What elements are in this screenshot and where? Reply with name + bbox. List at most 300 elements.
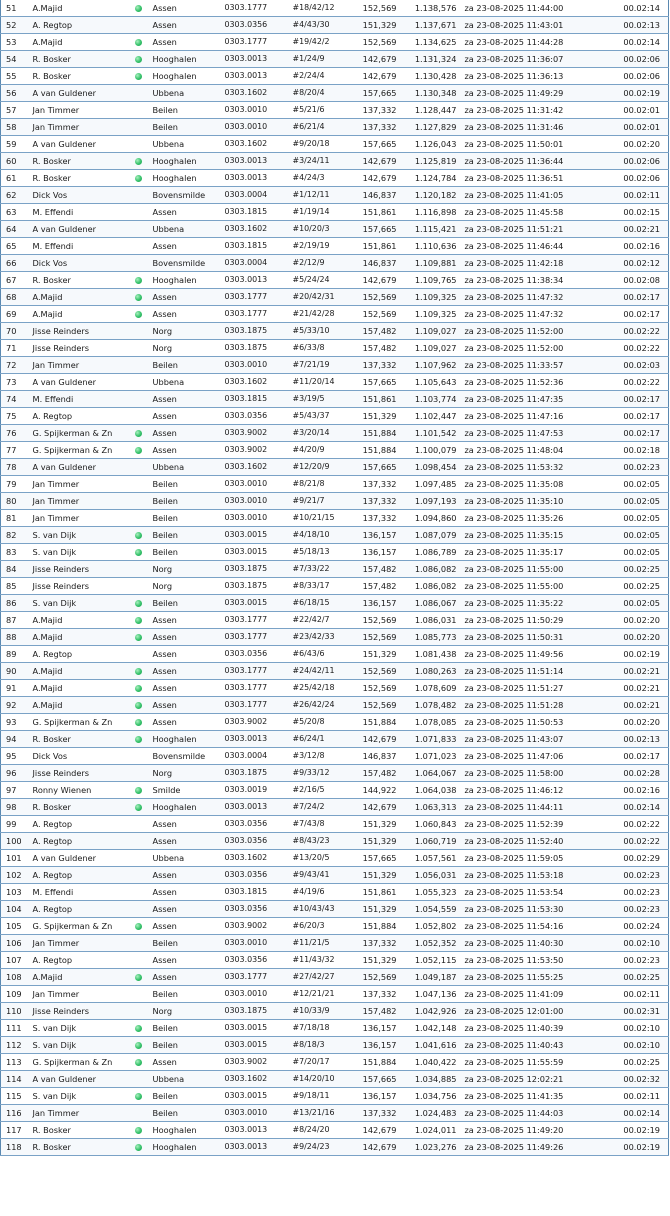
city-cell: Bovensmilde — [151, 187, 223, 204]
duration-cell: 00.02:05 — [609, 510, 669, 527]
name-cell[interactable]: G. Spijkerman & Zn — [31, 714, 127, 731]
status-cell — [127, 289, 151, 306]
status-dot-icon — [135, 804, 142, 811]
table-row[interactable] — [1, 153, 669, 170]
table-row[interactable] — [1, 816, 669, 833]
speed-cell: 1.080,263 — [403, 663, 463, 680]
table-row[interactable] — [1, 374, 669, 391]
status-cell — [127, 1088, 151, 1105]
ring-code-cell: 0303.1602 — [223, 221, 291, 238]
rank-stamp-cell: #6/24/1 — [291, 731, 357, 748]
arrival-time-cell: za 23-08-2025 11:49:26 — [463, 1139, 609, 1156]
rank-cell: 59 — [1, 136, 31, 153]
rank-stamp-cell: #2/12/9 — [291, 255, 357, 272]
city-cell: Beilen — [151, 544, 223, 561]
name-cell[interactable]: A.Majid — [31, 306, 127, 323]
name-cell[interactable]: S. van Dijk — [31, 527, 127, 544]
city-cell: Norg — [151, 578, 223, 595]
city-cell: Assen — [151, 238, 223, 255]
name-cell[interactable]: R. Bosker — [31, 799, 127, 816]
name-cell[interactable]: A van Guldener — [31, 850, 127, 867]
status-dot-icon — [135, 617, 142, 624]
table-row[interactable] — [1, 544, 669, 561]
speed-cell: 1.060,843 — [403, 816, 463, 833]
city-cell: Assen — [151, 833, 223, 850]
distance-cell: 151,329 — [357, 816, 403, 833]
table-row[interactable] — [1, 391, 669, 408]
table-row[interactable] — [1, 408, 669, 425]
speed-cell: 1.052,352 — [403, 935, 463, 952]
status-cell — [127, 272, 151, 289]
table-row[interactable] — [1, 51, 669, 68]
rank-stamp-cell: #3/20/14 — [291, 425, 357, 442]
table-row[interactable] — [1, 1037, 669, 1054]
table-row[interactable] — [1, 952, 669, 969]
table-row[interactable] — [1, 918, 669, 935]
city-cell: Beilen — [151, 357, 223, 374]
city-cell: Ubbena — [151, 221, 223, 238]
table-row[interactable] — [1, 170, 669, 187]
name-cell[interactable]: S. van Dijk — [31, 1037, 127, 1054]
duration-cell: 00.02:06 — [609, 51, 669, 68]
name-cell[interactable]: A. Regtop — [31, 833, 127, 850]
rank-stamp-cell: #4/19/6 — [291, 884, 357, 901]
arrival-time-cell: za 23-08-2025 11:47:53 — [463, 425, 609, 442]
ring-code-cell: 0303.0010 — [223, 357, 291, 374]
name-cell[interactable]: R. Bosker — [31, 1139, 127, 1156]
table-row[interactable] — [1, 493, 669, 510]
rank-stamp-cell: #6/33/8 — [291, 340, 357, 357]
ring-code-cell: 0303.1815 — [223, 391, 291, 408]
arrival-time-cell: za 23-08-2025 11:35:26 — [463, 510, 609, 527]
name-cell[interactable]: Jan Timmer — [31, 510, 127, 527]
ring-code-cell: 0303.1602 — [223, 459, 291, 476]
name-cell[interactable]: A van Guldener — [31, 1071, 127, 1088]
name-cell[interactable]: A. Regtop — [31, 816, 127, 833]
name-cell[interactable]: A. Regtop — [31, 952, 127, 969]
name-cell[interactable]: Jan Timmer — [31, 102, 127, 119]
duration-cell: 00.02:32 — [609, 1071, 669, 1088]
name-cell[interactable]: A.Majid — [31, 969, 127, 986]
name-cell[interactable]: R. Bosker — [31, 1122, 127, 1139]
arrival-time-cell: za 23-08-2025 11:40:39 — [463, 1020, 609, 1037]
ring-code-cell: 0303.0356 — [223, 408, 291, 425]
duration-cell: 00.02:06 — [609, 68, 669, 85]
status-dot-icon — [135, 974, 142, 981]
rank-cell: 54 — [1, 51, 31, 68]
table-row[interactable] — [1, 680, 669, 697]
ring-code-cell: 0303.0015 — [223, 1088, 291, 1105]
rank-cell: 110 — [1, 1003, 31, 1020]
table-row[interactable] — [1, 714, 669, 731]
name-cell[interactable]: A. Regtop — [31, 901, 127, 918]
name-cell[interactable]: S. van Dijk — [31, 595, 127, 612]
name-cell[interactable]: Ronny Wienen — [31, 782, 127, 799]
speed-cell: 1.034,756 — [403, 1088, 463, 1105]
table-row[interactable] — [1, 901, 669, 918]
table-row[interactable] — [1, 612, 669, 629]
name-cell[interactable]: R. Bosker — [31, 153, 127, 170]
name-cell[interactable]: A van Guldener — [31, 374, 127, 391]
rank-cell: 105 — [1, 918, 31, 935]
city-cell: Beilen — [151, 102, 223, 119]
table-row[interactable] — [1, 663, 669, 680]
table-row[interactable] — [1, 136, 669, 153]
speed-cell: 1.024,011 — [403, 1122, 463, 1139]
rank-cell: 112 — [1, 1037, 31, 1054]
table-row[interactable] — [1, 204, 669, 221]
name-cell[interactable]: Jan Timmer — [31, 986, 127, 1003]
name-cell[interactable]: A van Guldener — [31, 459, 127, 476]
distance-cell: 151,884 — [357, 714, 403, 731]
name-cell[interactable]: G. Spijkerman & Zn — [31, 918, 127, 935]
table-row[interactable] — [1, 1139, 669, 1156]
table-row[interactable] — [1, 765, 669, 782]
city-cell: Assen — [151, 816, 223, 833]
name-cell[interactable]: A.Majid — [31, 289, 127, 306]
status-cell — [127, 714, 151, 731]
arrival-time-cell: za 23-08-2025 11:59:05 — [463, 850, 609, 867]
status-cell — [127, 1020, 151, 1037]
rank-stamp-cell: #8/21/8 — [291, 476, 357, 493]
table-row[interactable] — [1, 527, 669, 544]
arrival-time-cell: za 23-08-2025 11:52:36 — [463, 374, 609, 391]
name-cell[interactable]: Jan Timmer — [31, 1105, 127, 1122]
status-cell — [127, 748, 151, 765]
name-cell[interactable]: Jisse Reinders — [31, 1003, 127, 1020]
distance-cell: 157,482 — [357, 578, 403, 595]
table-row[interactable] — [1, 561, 669, 578]
distance-cell: 142,679 — [357, 68, 403, 85]
table-row[interactable] — [1, 748, 669, 765]
status-cell — [127, 697, 151, 714]
name-cell[interactable]: M. Effendi — [31, 391, 127, 408]
rank-cell: 72 — [1, 357, 31, 374]
name-cell[interactable]: Dick Vos — [31, 255, 127, 272]
rank-cell: 97 — [1, 782, 31, 799]
rank-stamp-cell: #20/42/31 — [291, 289, 357, 306]
table-row[interactable] — [1, 867, 669, 884]
name-cell[interactable]: Dick Vos — [31, 187, 127, 204]
ring-code-cell: 0303.0013 — [223, 731, 291, 748]
name-cell[interactable]: Jan Timmer — [31, 357, 127, 374]
arrival-time-cell: za 23-08-2025 11:52:40 — [463, 833, 609, 850]
speed-cell: 1.086,067 — [403, 595, 463, 612]
table-row[interactable] — [1, 17, 669, 34]
distance-cell: 142,679 — [357, 799, 403, 816]
table-row[interactable] — [1, 799, 669, 816]
arrival-time-cell: za 23-08-2025 11:35:22 — [463, 595, 609, 612]
name-cell[interactable]: Dick Vos — [31, 748, 127, 765]
status-dot-icon — [135, 294, 142, 301]
duration-cell: 00.02:23 — [609, 901, 669, 918]
name-cell[interactable]: M. Effendi — [31, 884, 127, 901]
status-cell — [127, 102, 151, 119]
table-row[interactable] — [1, 629, 669, 646]
name-cell[interactable]: A.Majid — [31, 0, 127, 17]
duration-cell: 00.02:17 — [609, 391, 669, 408]
distance-cell: 157,482 — [357, 561, 403, 578]
table-row[interactable] — [1, 1088, 669, 1105]
name-cell[interactable]: G. Spijkerman & Zn — [31, 1054, 127, 1071]
duration-cell: 00.02:22 — [609, 374, 669, 391]
distance-cell: 137,332 — [357, 493, 403, 510]
city-cell: Norg — [151, 323, 223, 340]
name-cell[interactable]: A.Majid — [31, 680, 127, 697]
rank-stamp-cell: #5/20/8 — [291, 714, 357, 731]
name-cell[interactable]: A. Regtop — [31, 646, 127, 663]
rank-stamp-cell: #8/20/4 — [291, 85, 357, 102]
name-cell[interactable]: G. Spijkerman & Zn — [31, 442, 127, 459]
status-dot-icon — [135, 39, 142, 46]
name-cell[interactable]: R. Bosker — [31, 170, 127, 187]
rank-stamp-cell: #3/24/11 — [291, 153, 357, 170]
distance-cell: 152,569 — [357, 306, 403, 323]
speed-cell: 1.086,789 — [403, 544, 463, 561]
name-cell[interactable]: Jisse Reinders — [31, 561, 127, 578]
status-cell — [127, 561, 151, 578]
name-cell[interactable]: Jisse Reinders — [31, 578, 127, 595]
speed-cell: 1.042,926 — [403, 1003, 463, 1020]
name-cell[interactable]: A. Regtop — [31, 867, 127, 884]
arrival-time-cell: za 23-08-2025 11:51:21 — [463, 221, 609, 238]
city-cell: Assen — [151, 952, 223, 969]
ring-code-cell: 0303.1875 — [223, 578, 291, 595]
table-row[interactable] — [1, 102, 669, 119]
status-cell — [127, 680, 151, 697]
distance-cell: 152,569 — [357, 663, 403, 680]
name-cell[interactable]: Jan Timmer — [31, 476, 127, 493]
table-row[interactable] — [1, 476, 669, 493]
arrival-time-cell: za 23-08-2025 11:53:30 — [463, 901, 609, 918]
city-cell: Assen — [151, 204, 223, 221]
table-row[interactable] — [1, 884, 669, 901]
table-row[interactable] — [1, 1020, 669, 1037]
arrival-time-cell: za 23-08-2025 11:35:08 — [463, 476, 609, 493]
distance-cell: 136,157 — [357, 595, 403, 612]
duration-cell: 00.02:13 — [609, 17, 669, 34]
name-cell[interactable]: M. Effendi — [31, 238, 127, 255]
table-row[interactable] — [1, 272, 669, 289]
name-cell[interactable]: A.Majid — [31, 34, 127, 51]
ring-code-cell: 0303.1602 — [223, 850, 291, 867]
name-cell[interactable]: S. van Dijk — [31, 544, 127, 561]
table-row[interactable] — [1, 459, 669, 476]
table-row[interactable] — [1, 1054, 669, 1071]
table-row[interactable] — [1, 1105, 669, 1122]
table-row[interactable] — [1, 935, 669, 952]
name-cell[interactable]: A.Majid — [31, 612, 127, 629]
city-cell: Beilen — [151, 986, 223, 1003]
speed-cell: 1.128,447 — [403, 102, 463, 119]
rank-stamp-cell: #7/43/8 — [291, 816, 357, 833]
name-cell[interactable]: A.Majid — [31, 663, 127, 680]
duration-cell: 00.02:21 — [609, 697, 669, 714]
table-row[interactable] — [1, 85, 669, 102]
rank-stamp-cell: #19/42/2 — [291, 34, 357, 51]
name-cell[interactable]: R. Bosker — [31, 51, 127, 68]
table-row[interactable] — [1, 782, 669, 799]
speed-cell: 1.052,802 — [403, 918, 463, 935]
status-cell — [127, 867, 151, 884]
status-cell — [127, 833, 151, 850]
table-row[interactable] — [1, 578, 669, 595]
rank-stamp-cell: #26/42/24 — [291, 697, 357, 714]
table-row[interactable] — [1, 357, 669, 374]
ring-code-cell: 0303.0356 — [223, 17, 291, 34]
rank-stamp-cell: #9/18/11 — [291, 1088, 357, 1105]
arrival-time-cell: za 23-08-2025 11:36:13 — [463, 68, 609, 85]
rank-cell: 63 — [1, 204, 31, 221]
name-cell[interactable]: A van Guldener — [31, 221, 127, 238]
arrival-time-cell: za 23-08-2025 11:36:07 — [463, 51, 609, 68]
ring-code-cell: 0303.1777 — [223, 34, 291, 51]
ring-code-cell: 0303.0004 — [223, 255, 291, 272]
table-row[interactable] — [1, 442, 669, 459]
name-cell[interactable]: Jan Timmer — [31, 493, 127, 510]
rank-cell: 61 — [1, 170, 31, 187]
table-row[interactable] — [1, 255, 669, 272]
rank-cell: 109 — [1, 986, 31, 1003]
rank-stamp-cell: #5/21/6 — [291, 102, 357, 119]
rank-stamp-cell: #8/24/20 — [291, 1122, 357, 1139]
speed-cell: 1.102,447 — [403, 408, 463, 425]
ring-code-cell: 0303.1875 — [223, 1003, 291, 1020]
ring-code-cell: 0303.9002 — [223, 918, 291, 935]
table-row[interactable] — [1, 646, 669, 663]
rank-cell: 101 — [1, 850, 31, 867]
table-row[interactable] — [1, 1071, 669, 1088]
city-cell: Smilde — [151, 782, 223, 799]
rank-cell: 70 — [1, 323, 31, 340]
rank-cell: 82 — [1, 527, 31, 544]
name-cell[interactable]: R. Bosker — [31, 272, 127, 289]
table-row[interactable] — [1, 833, 669, 850]
rank-cell: 78 — [1, 459, 31, 476]
speed-cell: 1.105,643 — [403, 374, 463, 391]
table-row[interactable] — [1, 323, 669, 340]
city-cell: Hooghalen — [151, 51, 223, 68]
status-cell — [127, 731, 151, 748]
table-row[interactable] — [1, 34, 669, 51]
duration-cell: 00.02:10 — [609, 1037, 669, 1054]
rank-stamp-cell: #9/24/23 — [291, 1139, 357, 1156]
distance-cell: 142,679 — [357, 731, 403, 748]
city-cell: Ubbena — [151, 850, 223, 867]
rank-cell: 98 — [1, 799, 31, 816]
duration-cell: 00.02:01 — [609, 102, 669, 119]
table-row[interactable] — [1, 221, 669, 238]
name-cell[interactable]: A. Regtop — [31, 408, 127, 425]
speed-cell: 1.040,422 — [403, 1054, 463, 1071]
table-row[interactable] — [1, 289, 669, 306]
distance-cell: 142,679 — [357, 1122, 403, 1139]
status-cell — [127, 1003, 151, 1020]
table-row[interactable] — [1, 425, 669, 442]
distance-cell: 136,157 — [357, 1088, 403, 1105]
arrival-time-cell: za 23-08-2025 11:55:00 — [463, 578, 609, 595]
rank-cell: 84 — [1, 561, 31, 578]
rank-stamp-cell: #5/33/10 — [291, 323, 357, 340]
distance-cell: 137,332 — [357, 119, 403, 136]
table-row[interactable] — [1, 595, 669, 612]
table-row[interactable] — [1, 969, 669, 986]
rank-cell: 53 — [1, 34, 31, 51]
duration-cell: 00.02:01 — [609, 119, 669, 136]
table-row[interactable] — [1, 986, 669, 1003]
duration-cell: 00.02:14 — [609, 0, 669, 17]
rank-stamp-cell: #2/24/4 — [291, 68, 357, 85]
city-cell: Beilen — [151, 1088, 223, 1105]
name-cell[interactable]: A van Guldener — [31, 136, 127, 153]
name-cell[interactable]: Jan Timmer — [31, 119, 127, 136]
table-row[interactable] — [1, 1003, 669, 1020]
city-cell: Hooghalen — [151, 170, 223, 187]
city-cell: Ubbena — [151, 459, 223, 476]
name-cell[interactable]: Jisse Reinders — [31, 765, 127, 782]
table-row[interactable] — [1, 0, 669, 17]
rank-stamp-cell: #12/21/21 — [291, 986, 357, 1003]
rank-stamp-cell: #21/42/28 — [291, 306, 357, 323]
table-row[interactable] — [1, 697, 669, 714]
distance-cell: 151,329 — [357, 408, 403, 425]
ring-code-cell: 0303.9002 — [223, 714, 291, 731]
rank-stamp-cell: #5/24/24 — [291, 272, 357, 289]
name-cell[interactable]: Jisse Reinders — [31, 340, 127, 357]
name-cell[interactable]: G. Spijkerman & Zn — [31, 425, 127, 442]
name-cell[interactable]: R. Bosker — [31, 68, 127, 85]
city-cell: Assen — [151, 867, 223, 884]
table-row[interactable] — [1, 510, 669, 527]
name-cell[interactable]: Jisse Reinders — [31, 323, 127, 340]
table-row[interactable] — [1, 119, 669, 136]
rank-stamp-cell: #14/20/10 — [291, 1071, 357, 1088]
city-cell: Norg — [151, 1003, 223, 1020]
ring-code-cell: 0303.0019 — [223, 782, 291, 799]
duration-cell: 00.02:17 — [609, 289, 669, 306]
rank-cell: 104 — [1, 901, 31, 918]
name-cell[interactable]: S. van Dijk — [31, 1020, 127, 1037]
name-cell[interactable]: R. Bosker — [31, 731, 127, 748]
table-row[interactable] — [1, 850, 669, 867]
rank-stamp-cell: #10/33/9 — [291, 1003, 357, 1020]
table-row[interactable] — [1, 68, 669, 85]
name-cell[interactable]: Jan Timmer — [31, 935, 127, 952]
rank-stamp-cell: #4/18/10 — [291, 527, 357, 544]
table-row[interactable] — [1, 306, 669, 323]
status-cell — [127, 1071, 151, 1088]
name-cell[interactable]: A.Majid — [31, 697, 127, 714]
name-cell[interactable]: A.Majid — [31, 629, 127, 646]
speed-cell: 1.086,082 — [403, 561, 463, 578]
table-row[interactable] — [1, 238, 669, 255]
status-cell — [127, 340, 151, 357]
table-row[interactable] — [1, 1122, 669, 1139]
name-cell[interactable]: S. van Dijk — [31, 1088, 127, 1105]
ring-code-cell: 0303.0013 — [223, 51, 291, 68]
table-row[interactable] — [1, 731, 669, 748]
name-cell[interactable]: A. Regtop — [31, 17, 127, 34]
name-cell[interactable]: M. Effendi — [31, 204, 127, 221]
name-cell[interactable]: A van Guldener — [31, 85, 127, 102]
rank-stamp-cell: #5/43/37 — [291, 408, 357, 425]
duration-cell: 00.02:17 — [609, 408, 669, 425]
table-row[interactable] — [1, 340, 669, 357]
table-row[interactable] — [1, 187, 669, 204]
status-cell — [127, 1037, 151, 1054]
ring-code-cell: 0303.0356 — [223, 867, 291, 884]
status-cell — [127, 51, 151, 68]
